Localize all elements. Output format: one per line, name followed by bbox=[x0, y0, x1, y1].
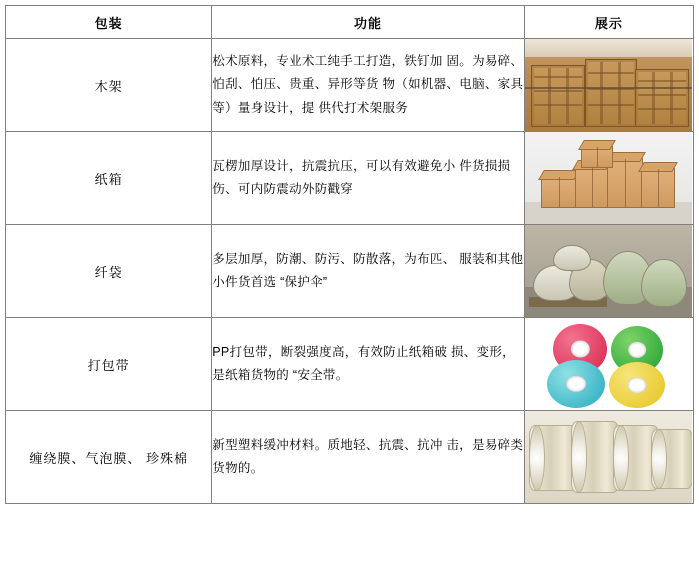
packaging-image-film bbox=[524, 411, 693, 504]
packaging-name-film: 缠绕膜、气泡膜、 珍殊棉 bbox=[6, 411, 212, 504]
table-row bbox=[6, 411, 694, 504]
column-header-display: 展示 bbox=[524, 6, 693, 39]
column-header-packaging: 包装 bbox=[6, 6, 212, 39]
column-header-function: 功能 bbox=[212, 6, 524, 39]
packaging-image-wood-crate bbox=[524, 39, 693, 132]
packaging-function-film: 新型塑料缓冲材料。质地轻、抗震、抗冲 击，是易碎类货物的。 bbox=[212, 411, 524, 504]
strapping-rolls-photo bbox=[525, 318, 692, 410]
wooden-crates-photo bbox=[525, 39, 692, 131]
stretch-film-rolls-photo bbox=[525, 411, 692, 503]
packaging-table-page bbox=[0, 5, 699, 575]
table-row bbox=[6, 225, 694, 318]
packaging-table bbox=[5, 5, 694, 504]
packaging-image-carton bbox=[524, 132, 693, 225]
packaging-function-carton: 瓦楞加厚设计，抗震抗压，可以有效避免小 件货损损伤、可内防震动外防戳穿 bbox=[212, 132, 524, 225]
packaging-function-strapping: PP打包带，断裂强度高，有效防止纸箱破 损、变形，是纸箱货物的 “安全带。 bbox=[212, 318, 524, 411]
packaging-function-woven-bag: 多层加厚，防潮、防污、防散落，为布匹、 服装和其他小件货首选 “保护伞” bbox=[212, 225, 524, 318]
woven-bags-photo bbox=[525, 225, 692, 317]
packaging-name-woven-bag: 纤袋 bbox=[6, 225, 212, 318]
packaging-image-strapping bbox=[524, 318, 693, 411]
packaging-name-strapping: 打包带 bbox=[6, 318, 212, 411]
table-row bbox=[6, 132, 694, 225]
table-row bbox=[6, 318, 694, 411]
carton-boxes-photo bbox=[525, 132, 692, 224]
table-row bbox=[6, 39, 694, 132]
table-header-row bbox=[6, 6, 694, 39]
packaging-function-wood-crate: 松术原料，专业术工纯手工打造，铁钉加 固。为易碎、怕刮、怕压、贵重、异形等货 物（如机器、电脑、家具等）量身设计，提 供代打术架服务 bbox=[212, 39, 524, 132]
packaging-name-carton: 纸箱 bbox=[6, 132, 212, 225]
packaging-name-wood-crate: 木架 bbox=[6, 39, 212, 132]
packaging-image-woven-bag bbox=[524, 225, 693, 318]
